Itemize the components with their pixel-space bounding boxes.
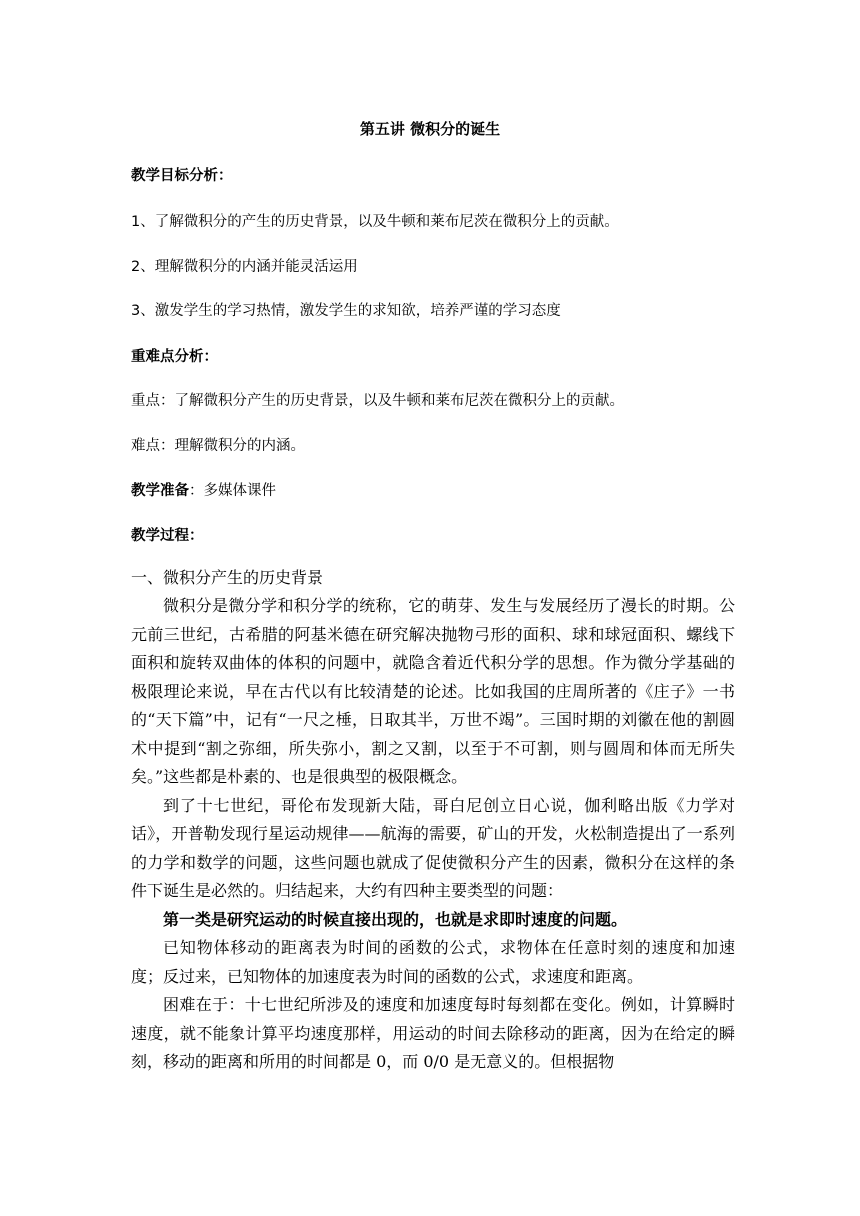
process-heading: 教学过程： (131, 528, 204, 544)
goal-item: 1、了解微积分的产生的历史背景，以及牛顿和莱布尼茨在微积分上的贡献。 (131, 214, 619, 230)
goals-heading: 教学目标分析： (131, 168, 233, 184)
paragraph: 困难在于：十七世纪所涉及的速度和加速度每时每刻都在变化。例如，计算瞬时速度，就不能象计算平均速度那样，用运动的时间去除移动的距离，因为在给定的瞬刻，移动的距离和所用的时间都是 0，而 0/0 是无意义的。但根据物 (131, 995, 735, 1071)
key-points-heading: 重难点分析： (131, 349, 218, 365)
page-title: 第五讲 微积分的诞生 (359, 120, 501, 138)
preparation-line (131, 479, 276, 500)
section-body (131, 592, 735, 1077)
paragraph: 到了十七世纪，哥伦布发现新大陆，哥白尼创立日心说，伽利略出版《力学对话》，开普勒发现行星运动规律——航海的需要，矿山的开发，火松制造提出了一系列的力学和数学的问题，这些问题也就成了促使微积分产生的因素，微积分在这样的条件下诞生是必然的。归结起来，大约有四种主要类型的问题： (131, 795, 735, 900)
paragraph-emphasis: 第一类是研究运动的时候直接出现的，也就是求即时速度的问题。 (163, 909, 628, 929)
paragraph: 已知物体移动的距离表为时间的函数的公式，求物体在任意时刻的速度和加速度；反过来，已知物体的加速度表为时间的函数的公式，求速度和距离。 (131, 938, 735, 986)
key-point: 重点：了解微积分产生的历史背景，以及牛顿和莱布尼茨在微积分上的贡献。 (131, 393, 624, 409)
preparation-value: ：多媒体课件 (189, 483, 276, 499)
difficult-point: 难点：理解微积分的内涵。 (131, 438, 305, 454)
paragraph: 微积分是微分学和积分学的统称，它的萌芽、发生与发展经历了漫长的时期。公元前三世纪，古希腊的阿基米德在研究解决抛物弓形的面积、球和球冠面积、螺线下面积和旋转双曲体的体积的问题中，就隐含着近代积分学的思想。作为微分学基础的极限理论来说，早在古代以有比较清楚的论述。比如我国的庄周所著的《庄子》一书的“天下篇”中，记有“一尺之棰，日取其半，万世不竭”。三国时期的刘徽在他的割圆术中提到“割之弥细，所失弥小，割之又割，以至于不可割，则与圆周和体而无所失矣。”这些都是朴素的、也是很典型的极限概念。 (131, 596, 735, 786)
goal-item: 2、理解微积分的内涵并能灵活运用 (131, 259, 358, 275)
goal-item: 3、激发学生的学习热情，激发学生的求知欲，培养严谨的学习态度 (131, 303, 561, 319)
preparation-label: 教学准备 (131, 483, 189, 499)
section-heading: 一、微积分产生的历史背景 (131, 568, 324, 587)
